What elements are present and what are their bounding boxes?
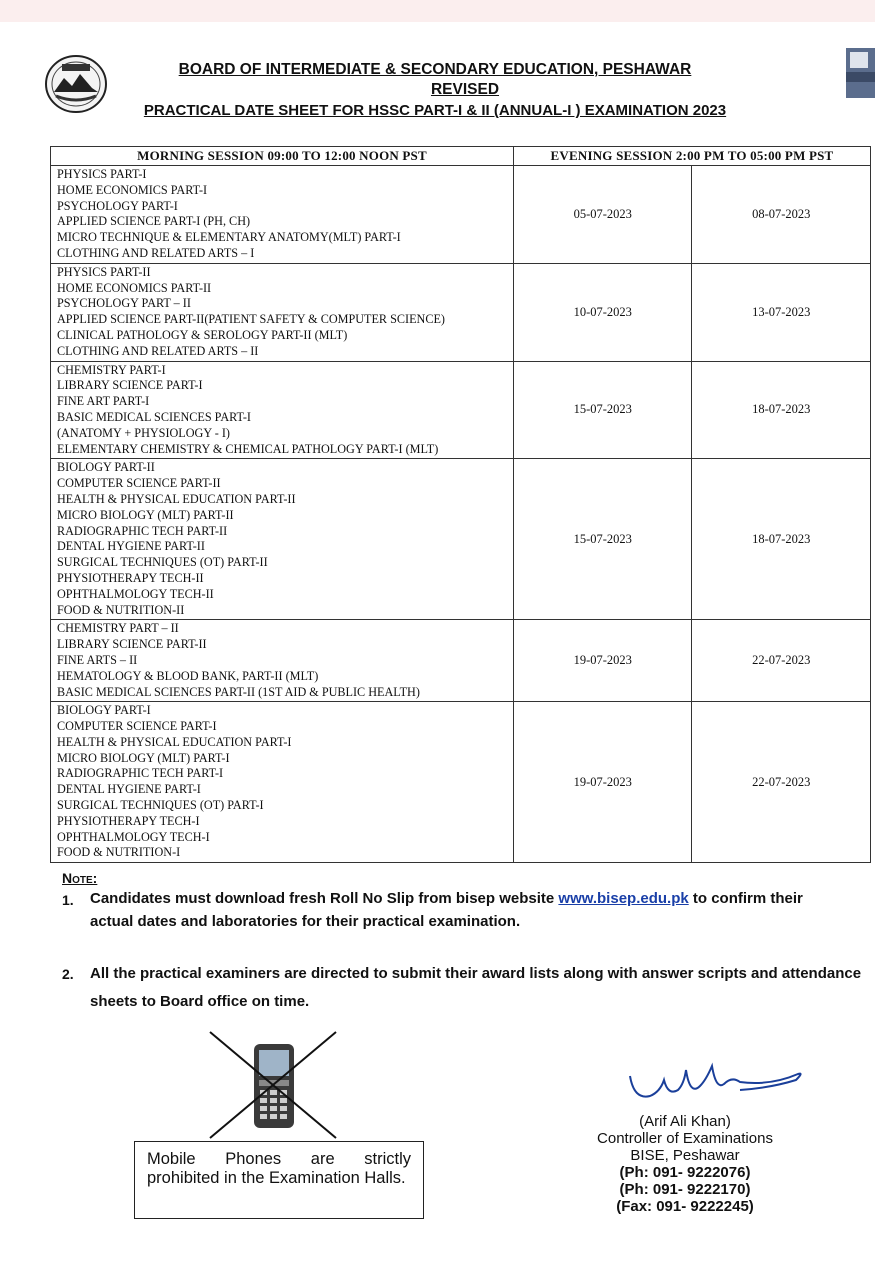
subject-item: LIBRARY SCIENCE PART-I xyxy=(57,378,203,393)
mobile-warning-box: Mobile Phones are strictly prohibited in the Examination Halls. xyxy=(134,1141,424,1219)
evening-date-cell: 22-07-2023 xyxy=(692,702,871,863)
subject-item: LIBRARY SCIENCE PART-II xyxy=(57,637,207,652)
evening-session-header: EVENING SESSION 2:00 PM TO 05:00 PM PST xyxy=(514,147,871,166)
subject-item: PHYSICS PART-II xyxy=(57,264,151,279)
note-2-text: All the practical examiners are directed to submit their award lists along with answer scripts and attendance sheets to Board office on time. xyxy=(90,965,862,1010)
table-header-row xyxy=(51,147,871,166)
evening-date-cell: 18-07-2023 xyxy=(692,361,871,459)
subjects-cell xyxy=(51,620,514,702)
note-1-post: to confirm their actual dates and laboratories for their practical examination. xyxy=(90,890,803,930)
morning-date-cell: 05-07-2023 xyxy=(514,166,692,264)
subject-item: HOME ECONOMICS PART-II xyxy=(57,280,212,295)
subject-item: HEALTH & PHYSICAL EDUCATION PART-II xyxy=(57,491,296,506)
subject-item: APPLIED SCIENCE PART-II(PATIENT SAFETY & COMPUTER SCIENCE) xyxy=(57,312,445,327)
subject-item: RADIOGRAPHIC TECH PART-I xyxy=(57,766,224,781)
morning-date-cell: 19-07-2023 xyxy=(514,702,692,863)
subject-item: MICRO BIOLOGY (MLT) PART-I xyxy=(57,750,230,765)
subject-item: OPHTHALMOLOGY TECH-I xyxy=(57,829,210,844)
subject-item: SURGICAL TECHNIQUES (OT) PART-II xyxy=(57,555,268,570)
note-1-pre: Candidates must download fresh Roll No Slip from bisep website xyxy=(90,890,559,907)
subject-item: CHEMISTRY PART-I xyxy=(57,362,166,377)
morning-date-cell: 15-07-2023 xyxy=(514,361,692,459)
subject-item: OPHTHALMOLOGY TECH-II xyxy=(57,586,214,601)
subject-item: FINE ARTS – II xyxy=(57,652,138,667)
table-row xyxy=(51,702,871,863)
subject-item: DENTAL HYGIENE PART-I xyxy=(57,782,201,797)
controller-signature-icon xyxy=(620,1056,810,1116)
subject-item: HOME ECONOMICS PART-I xyxy=(57,182,208,197)
subjects-cell xyxy=(51,702,514,863)
date-sheet-table xyxy=(50,146,871,863)
subject-item: BIOLOGY PART-II xyxy=(57,460,155,475)
subject-item: DENTAL HYGIENE PART-II xyxy=(57,539,205,554)
subject-item: MICRO TECHNIQUE & ELEMENTARY ANATOMY(MLT) PART-I xyxy=(57,230,401,245)
subjects-cell xyxy=(51,361,514,459)
subject-item: BASIC MEDICAL SCIENCES PART-I xyxy=(57,409,251,424)
subject-item: COMPUTER SCIENCE PART-II xyxy=(57,476,221,491)
controller-name: (Arif Ali Khan) xyxy=(639,1113,731,1130)
controller-fax: (Fax: 091- 9222245) xyxy=(616,1198,754,1215)
bisep-website-link[interactable]: www.bisep.edu.pk xyxy=(558,890,689,907)
note-1-number: 1. xyxy=(62,892,74,908)
subject-item: CLINICAL PATHOLOGY & SEROLOGY PART-II (MLT) xyxy=(57,327,348,342)
note-1-text xyxy=(90,887,850,933)
subject-item: PHYSIOTHERAPY TECH-I xyxy=(57,813,200,828)
subject-item: MICRO BIOLOGY (MLT) PART-II xyxy=(57,507,234,522)
subject-item: FOOD & NUTRITION-II xyxy=(57,602,185,617)
table-row xyxy=(51,166,871,264)
morning-date-cell: 15-07-2023 xyxy=(514,459,692,620)
subject-item: PSYCHOLOGY PART – II xyxy=(57,296,191,311)
morning-date-cell: 10-07-2023 xyxy=(514,263,692,361)
morning-date-cell: 19-07-2023 xyxy=(514,620,692,702)
datesheet-title: PRACTICAL DATE SHEET FOR HSSC PART-I & II (ANNUAL-I ) EXAMINATION 2023 xyxy=(143,102,727,119)
subject-item: APPLIED SCIENCE PART-I (PH, CH) xyxy=(57,214,251,229)
controller-phone-2: (Ph: 091- 9222170) xyxy=(619,1181,751,1198)
note-2-number: 2. xyxy=(62,966,74,982)
no-mobile-phone-icon xyxy=(208,1030,338,1140)
evening-date-cell: 08-07-2023 xyxy=(692,166,871,264)
board-title: BOARD OF INTERMEDIATE & SECONDARY EDUCATION, PESHAWAR xyxy=(178,61,692,78)
subject-item: SURGICAL TECHNIQUES (OT) PART-I xyxy=(57,798,264,813)
subjects-cell xyxy=(51,166,514,264)
morning-session-header: MORNING SESSION 09:00 TO 12:00 NOON PST xyxy=(51,147,514,166)
table-row xyxy=(51,620,871,702)
subject-item: (ANATOMY + PHYSIOLOGY - I) xyxy=(57,425,230,440)
subject-item: FOOD & NUTRITION-I xyxy=(57,845,181,860)
evening-date-cell: 22-07-2023 xyxy=(692,620,871,702)
controller-phone-1: (Ph: 091- 9222076) xyxy=(619,1164,751,1181)
note-label: Note: xyxy=(62,870,98,886)
table-row xyxy=(51,459,871,620)
top-band xyxy=(0,0,875,22)
subject-item: RADIOGRAPHIC TECH PART-II xyxy=(57,523,228,538)
subject-item: FINE ART PART-I xyxy=(57,394,150,409)
subject-item: CLOTHING AND RELATED ARTS – II xyxy=(57,343,259,358)
controller-office: BISE, Peshawar xyxy=(630,1147,740,1164)
subject-item: HEALTH & PHYSICAL EDUCATION PART-I xyxy=(57,734,292,749)
controller-block xyxy=(560,1113,810,1215)
subject-item: CHEMISTRY PART – II xyxy=(57,621,179,636)
subject-item: BASIC MEDICAL SCIENCES PART-II (1ST AID & PUBLIC HEALTH) xyxy=(57,684,420,699)
table-row xyxy=(51,361,871,459)
subject-item: PHYSICS PART-I xyxy=(57,167,147,181)
subject-item: CLOTHING AND RELATED ARTS – I xyxy=(57,245,255,260)
subjects-cell xyxy=(51,459,514,620)
table-row xyxy=(51,263,871,361)
subject-item: PSYCHOLOGY PART-I xyxy=(57,198,178,213)
subject-item: COMPUTER SCIENCE PART-I xyxy=(57,719,217,734)
subject-item: BIOLOGY PART-I xyxy=(57,703,151,718)
subject-item: PHYSIOTHERAPY TECH-II xyxy=(57,570,204,585)
evening-date-cell: 18-07-2023 xyxy=(692,459,871,620)
subject-item: ELEMENTARY CHEMISTRY & CHEMICAL PATHOLOGY PART-I (MLT) xyxy=(57,441,439,456)
subject-item: HEMATOLOGY & BLOOD BANK, PART-II (MLT) xyxy=(57,668,319,683)
iso-certification-badge xyxy=(846,48,875,98)
evening-date-cell: 13-07-2023 xyxy=(692,263,871,361)
revised-label: REVISED xyxy=(430,81,500,98)
controller-designation: Controller of Examinations xyxy=(597,1130,773,1147)
subjects-cell xyxy=(51,263,514,361)
